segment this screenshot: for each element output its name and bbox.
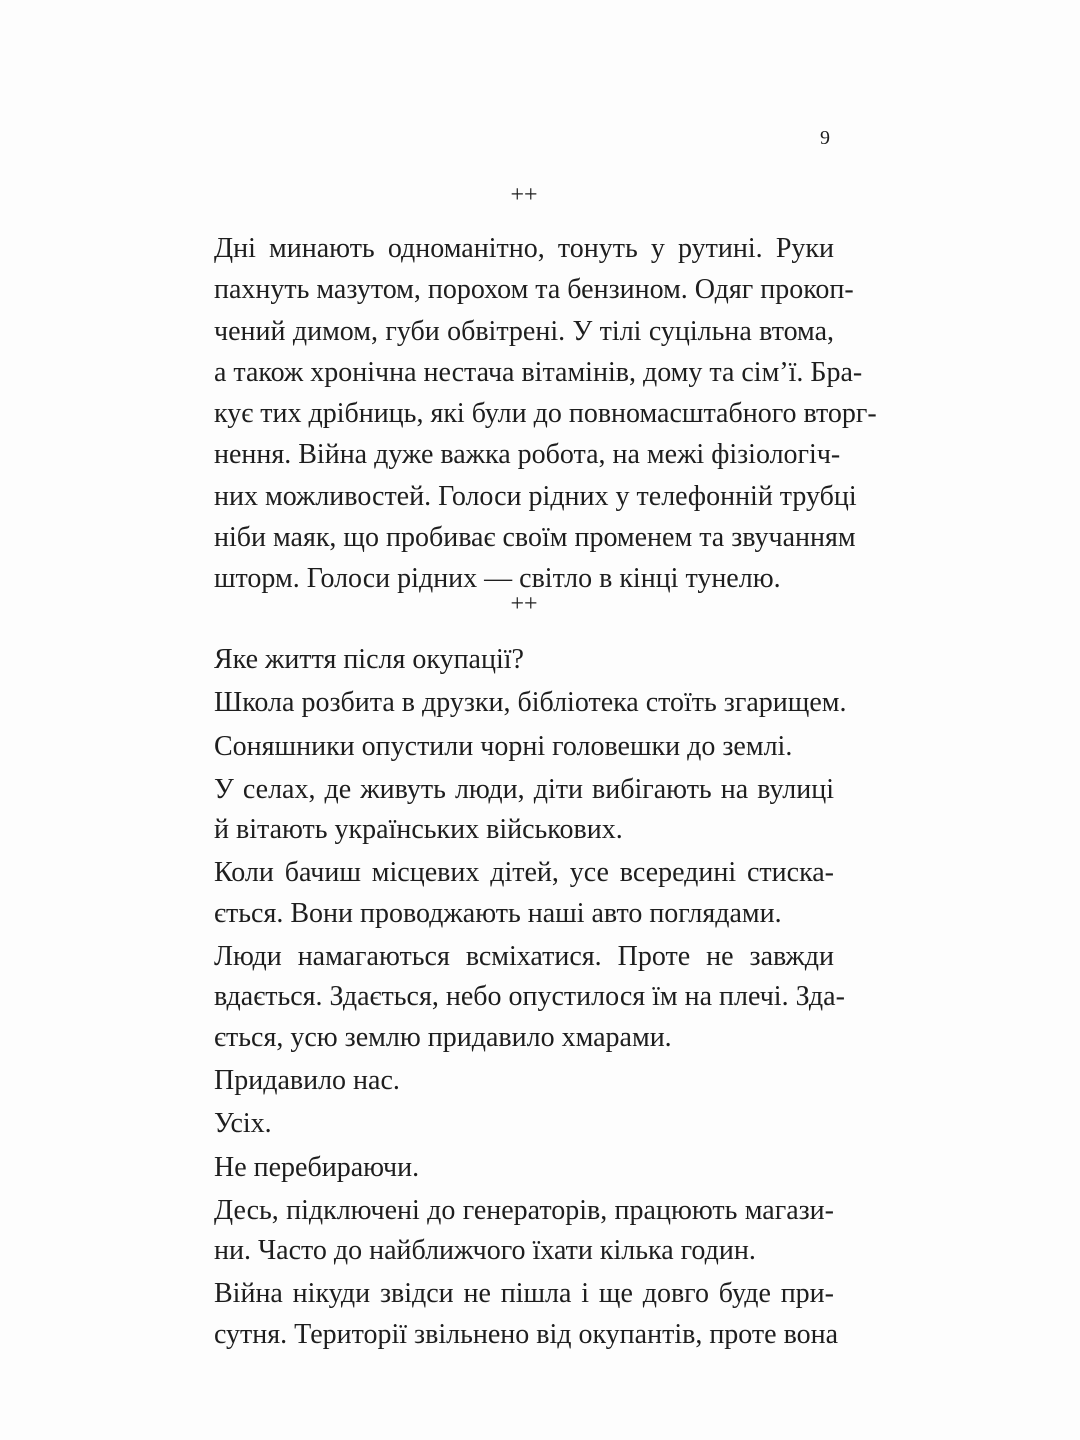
text-line: Придавило нас. (214, 1064, 400, 1096)
text-line: Дні минають одноманітно, тонуть у рутині. Руки (214, 233, 834, 264)
text-line: й вітають українських військових. (214, 814, 623, 846)
paragraph (214, 1274, 839, 1355)
text-line: чений димом, губи обвітрені. У тілі суцільна втома, (214, 315, 834, 347)
text-line: них можливостей. Голоси рідних у телефонній трубці (214, 480, 857, 512)
text-line: Люди намагаються всміхатися. Проте не завжди (214, 941, 834, 973)
section-1-text (214, 228, 877, 600)
text-line: ється. Вони проводжають наші авто поглядами. (214, 897, 782, 929)
paragraph (214, 1104, 834, 1144)
text-line: а також хронічна нестача вітамінів, дому та сім’ї. Бра- (214, 356, 863, 388)
text-line: пахнуть мазутом, порохом та бензином. Одяг прокоп- (214, 274, 854, 306)
text-line: сутня. Території звільнено від окупантів, проте вона (214, 1318, 839, 1350)
page-number: 9 (820, 127, 830, 149)
text-line: Коли бачиш місцевих дітей, усе всередині стиска- (214, 857, 834, 889)
paragraph (214, 640, 834, 680)
text-line: Не перебираючи. (214, 1151, 420, 1183)
paragraph (214, 770, 834, 851)
paragraph (214, 853, 834, 934)
paragraph (214, 727, 834, 767)
text-line: кує тих дрібниць, які були до повномасштабного вторг- (214, 398, 877, 430)
text-line: Війна нікуди звідси не пішла і ще довго буде при- (214, 1278, 834, 1310)
paragraph (214, 683, 847, 723)
text-line: Усіх. (214, 1108, 272, 1140)
text-line: ни. Часто до найближчого їхати кілька годин. (214, 1235, 756, 1267)
text-line: Соняшники опустили чорні головешки до землі. (214, 730, 793, 762)
text-line: У селах, де живуть люди, діти вибігають на вулиці (214, 773, 834, 805)
paragraph (214, 1191, 834, 1272)
paragraph (214, 1061, 834, 1101)
section-separator: ++ (510, 182, 538, 208)
section-separator: ++ (510, 591, 538, 617)
text-line: нення. Війна дуже важка робота, на межі фізіологіч- (214, 439, 841, 471)
text-line: шторм. Голоси рідних — світло в кінці тунелю. (214, 563, 781, 595)
text-line: ніби маяк, що пробиває своїм променем та звучанням (214, 522, 856, 554)
paragraph (214, 1148, 834, 1188)
text-line: Десь, підключені до генераторів, працюють магази- (214, 1194, 834, 1226)
section-2-text (214, 640, 847, 1358)
text-line: вдається. Здається, небо опустилося їм на плечі. Зда- (214, 981, 845, 1013)
text-line: Яке життя після окупації? (214, 644, 524, 675)
text-line: Школа розбита в друзки, бібліотека стоїть згарищем. (214, 687, 847, 719)
text-line: ється, усю землю придавило хмарами. (214, 1021, 672, 1053)
paragraph (214, 937, 845, 1058)
